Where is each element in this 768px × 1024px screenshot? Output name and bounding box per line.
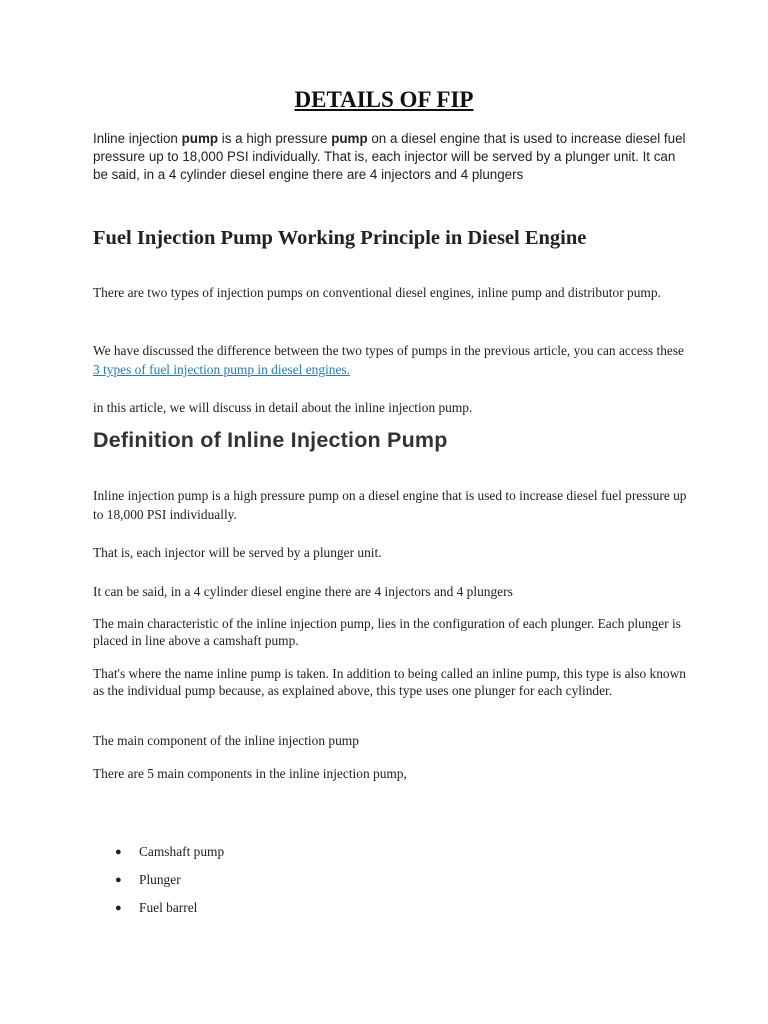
section-heading-definition: Definition of Inline Injection Pump	[93, 428, 448, 452]
intro-bold-1: pump	[181, 131, 219, 146]
intro-bold-2: pump	[331, 131, 368, 146]
document-title: DETAILS OF FIP	[294, 87, 474, 112]
list-item-label: Camshaft pump	[139, 844, 225, 859]
list-item-label: Plunger	[139, 872, 181, 887]
paragraph-this-article: in this article, we will discuss in detail about the inline injection pump.	[93, 400, 473, 415]
list-item-label: Fuel barrel	[139, 900, 198, 915]
paragraph-pump-types: There are two types of injection pumps on conventional diesel engines, inline pump and distributor pump.	[93, 285, 661, 300]
paragraph-previous-article	[93, 341, 693, 379]
intro-text-1: Inline injection	[93, 131, 182, 146]
intro-text-2: is a high pressure	[218, 131, 332, 146]
paragraph-main-component: The main component of the inline injection pump	[93, 733, 359, 748]
list-item	[93, 870, 593, 898]
section-heading-working-principle: Fuel Injection Pump Working Principle in Diesel Engine	[93, 227, 587, 249]
paragraph-plunger-unit: That is, each injector will be served by a plunger unit.	[93, 545, 382, 560]
bullet-icon: ●	[115, 846, 122, 858]
paragraph-five-components: There are 5 main components in the inline injection pump,	[93, 766, 407, 781]
bullet-icon: ●	[115, 874, 122, 886]
paragraph-main-characteristic: The main characteristic of the inline injection pump, lies in the configuration of each plunger. Each plunger is placed in line above a camshaft pump.	[93, 616, 681, 648]
paragraph-four-cylinder: It can be said, in a 4 cylinder diesel engine there are 4 injectors and 4 plungers	[93, 584, 513, 599]
paragraph-inline-name: That's where the name inline pump is taken. In addition to being called an inline pump, this type is also known as the individual pump because, as explained above, this type uses one plunger for each cylinder.	[93, 666, 686, 698]
paragraph-definition: Inline injection pump is a high pressure pump on a diesel engine that is used to increase diesel fuel pressure up to 18,000 PSI individually.	[93, 488, 687, 522]
list-item	[93, 898, 593, 926]
paragraph-previous-article-text: We have discussed the difference between the two types of pumps in the previous article, you can access these	[93, 343, 685, 358]
bullet-icon: ●	[115, 902, 122, 914]
fuel-injection-types-link[interactable]: 3 types of fuel injection pump in diesel engines.	[93, 362, 350, 377]
list-item	[93, 842, 593, 870]
intro-text-3: on a diesel engine that is used to increase diesel fuel pressure up to 18,000 PSI individually. That is, each injector will be served by a plunger unit. It can be said, in a 4 cylinder diesel engine there are 4 injectors and 4 plungers	[93, 131, 686, 182]
components-list	[93, 842, 593, 926]
intro-paragraph	[93, 130, 693, 184]
